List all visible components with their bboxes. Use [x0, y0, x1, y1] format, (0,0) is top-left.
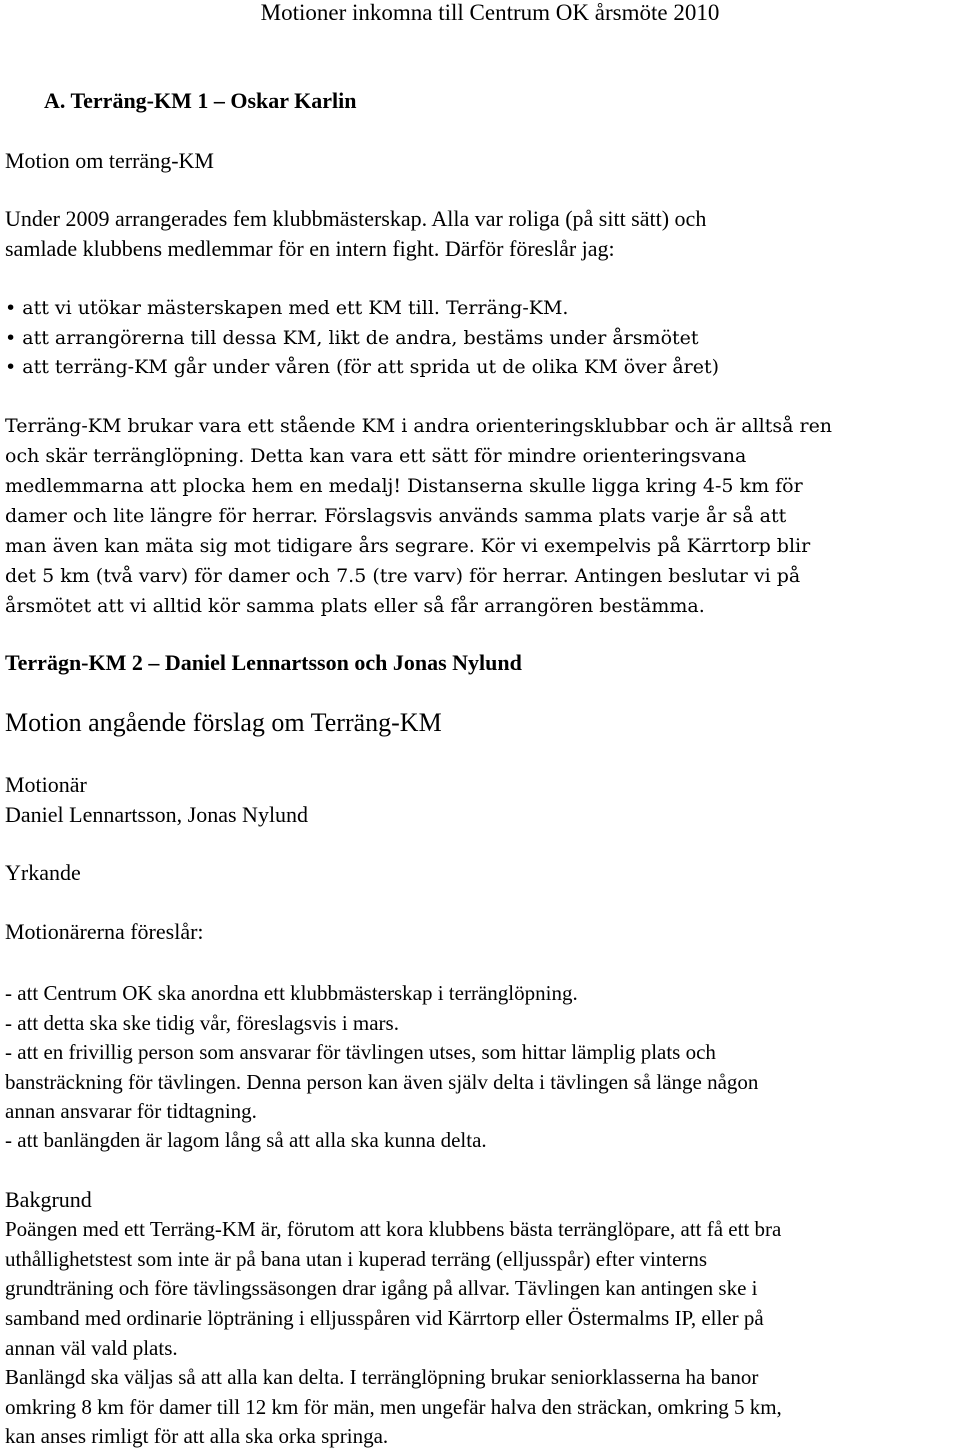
bakgrund-line: Poängen med ett Terräng-KM är, förutom att kora klubbens bästa terränglöpare, att få ett bra — [5, 1217, 782, 1241]
section-b-subheading: Motion angående förslag om Terräng-KM — [5, 708, 442, 737]
section-a-body-line: årsmötet att vi alltid kör samma plats eller så får arrangören bestämma. — [5, 595, 705, 617]
section-a-intro-line: samlade klubbens medlemmar för en intern fight. Därför föreslår jag: — [5, 236, 615, 261]
bakgrund-line: uthållighetstest som inte är på bana utan i kuperad terräng (elljusspår) efter vinterns — [5, 1247, 708, 1271]
proposal-line: - att Centrum OK ska anordna ett klubbmästerskap i terränglöpning. — [5, 981, 578, 1005]
bakgrund-line: grundträning och före tävlingssäsongen drar igång på allvar. Tävlingen kan antingen ske i — [5, 1276, 758, 1300]
bakgrund-line: Banlängd ska väljas så att alla kan delta. I terränglöpning brukar seniorklasserna ha banor — [5, 1365, 759, 1389]
proposal-line: annan ansvarar för tidtagning. — [5, 1099, 257, 1123]
proposal-line: bansträckning för tävlingen. Denna person kan även själv delta i tävlingen så länge någon — [5, 1070, 759, 1094]
section-a-body-line: Terräng-KM brukar vara ett stående KM i andra orienteringsklubbar och är alltså ren — [5, 415, 833, 437]
proposal-line: - att en frivillig person som ansvarar för tävlingen utses, som hittar lämplig plats och — [5, 1040, 716, 1064]
proposal-line: - att detta ska ske tidig vår, föreslagsvis i mars. — [5, 1011, 399, 1035]
section-a-bullet: • att arrangörerna till dessa KM, likt de andra, bestäms under årsmötet — [5, 327, 699, 349]
motionar-names: Daniel Lennartsson, Jonas Nylund — [5, 802, 309, 827]
section-b-heading: Terrägn-KM 2 – Daniel Lennartsson och Jonas Nylund — [5, 650, 522, 675]
bakgrund-label: Bakgrund — [5, 1187, 92, 1212]
section-a-heading: A. Terräng-KM 1 – Oskar Karlin — [44, 88, 357, 113]
document-title: Motioner inkomna till Centrum OK årsmöte 2010 — [260, 0, 720, 25]
section-a-body-line: och skär terränglöpning. Detta kan vara ett sätt för mindre orienteringsvana — [5, 445, 747, 467]
section-a-subheading: Motion om terräng-KM — [5, 148, 214, 173]
section-a-intro-line: Under 2009 arrangerades fem klubbmästerskap. Alla var roliga (på sitt sätt) och — [5, 206, 707, 231]
section-a-body-line: man även kan mäta sig mot tidigare års segrare. Kör vi exempelvis på Kärrtorp blir — [5, 535, 811, 557]
section-a-body-line: medlemmarna att plocka hem en medalj! Distanserna skulle ligga kring 4-5 km för — [5, 475, 803, 497]
yrkande-label: Yrkande — [5, 860, 81, 885]
bakgrund-line: kan anses rimligt för att alla ska orka springa. — [5, 1424, 389, 1448]
proposes-label: Motionärerna föreslår: — [5, 919, 204, 944]
bakgrund-line: annan väl vald plats. — [5, 1336, 178, 1360]
proposal-line: - att banlängden är lagom lång så att alla ska kunna delta. — [5, 1128, 487, 1152]
section-a-bullet: • att terräng-KM går under våren (för att sprida ut de olika KM över året) — [5, 356, 720, 378]
bakgrund-line: samband med ordinarie löpträning i elljusspåren vid Kärrtorp eller Östermalms IP, eller på — [5, 1306, 764, 1330]
section-a-body-line: det 5 km (två varv) för damer och 7.5 (tre varv) för herrar. Antingen beslutar vi på — [5, 565, 801, 587]
section-a-body-line: damer och lite längre för herrar. Förslagsvis används samma plats varje år så att — [5, 505, 787, 527]
bakgrund-line: omkring 8 km för damer till 12 km för män, men ungefär halva den sträckan, omkring 5 km, — [5, 1395, 782, 1419]
motionar-label: Motionär — [5, 772, 87, 797]
section-a-bullet: • att vi utökar mästerskapen med ett KM till. Terräng-KM. — [5, 297, 569, 319]
